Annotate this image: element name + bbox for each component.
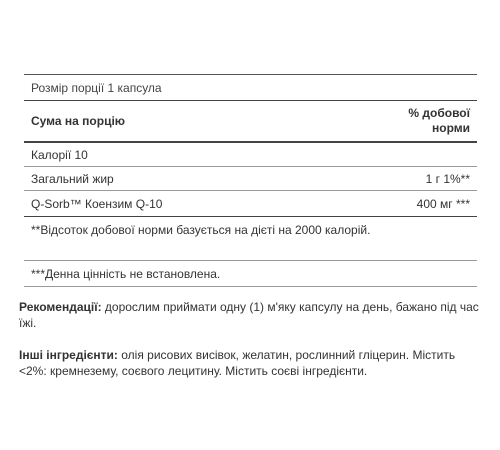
recommendations-paragraph	[19, 299, 481, 331]
table-header-row	[24, 101, 477, 143]
total-fat-value: 1 г 1%**	[425, 171, 470, 186]
calories-text: Калорії 10	[31, 147, 88, 162]
ingredients-text: олія рисових висівок, желатин, рослинний гліцерин. Містить <2%: кремнезему, соєвого лецитину. Містить соєві інгредієнти.	[19, 348, 456, 378]
recommendations-label: Рекомендації:	[19, 300, 102, 314]
amount-per-serving-header: Сума на порцію	[31, 114, 126, 128]
daily-value-header	[408, 106, 470, 136]
footnote-not-established	[24, 261, 477, 287]
total-fat-label: Загальний жир	[31, 171, 114, 186]
ingredients-label: Інші інгредієнти:	[19, 348, 118, 362]
recommendations-text: дорослим приймати одну (1) м'яку капсулу на день, бажано під час їжі.	[19, 300, 479, 330]
serving-size-row	[24, 75, 477, 101]
serving-size-text: Розмір порції 1 капсула	[31, 80, 162, 95]
daily-value-header-line2: норми	[431, 121, 470, 135]
coq10-value: 400 мг ***	[416, 196, 470, 211]
total-fat-row	[24, 167, 477, 191]
footnote-daily-value	[24, 217, 477, 261]
footnote-daily-value-text: **Відсоток добової норми базується на дієті на 2000 калорій.	[31, 223, 371, 237]
footnote-not-established-text: ***Денна цінність не встановлена.	[31, 267, 221, 281]
coq10-label: Q-Sorb™ Коензим Q-10	[31, 196, 163, 211]
ingredients-paragraph	[19, 347, 481, 379]
daily-value-header-line1: % добової	[408, 106, 470, 120]
supplement-facts-table	[24, 74, 477, 287]
calories-row	[24, 143, 477, 167]
coq10-row	[24, 191, 477, 217]
